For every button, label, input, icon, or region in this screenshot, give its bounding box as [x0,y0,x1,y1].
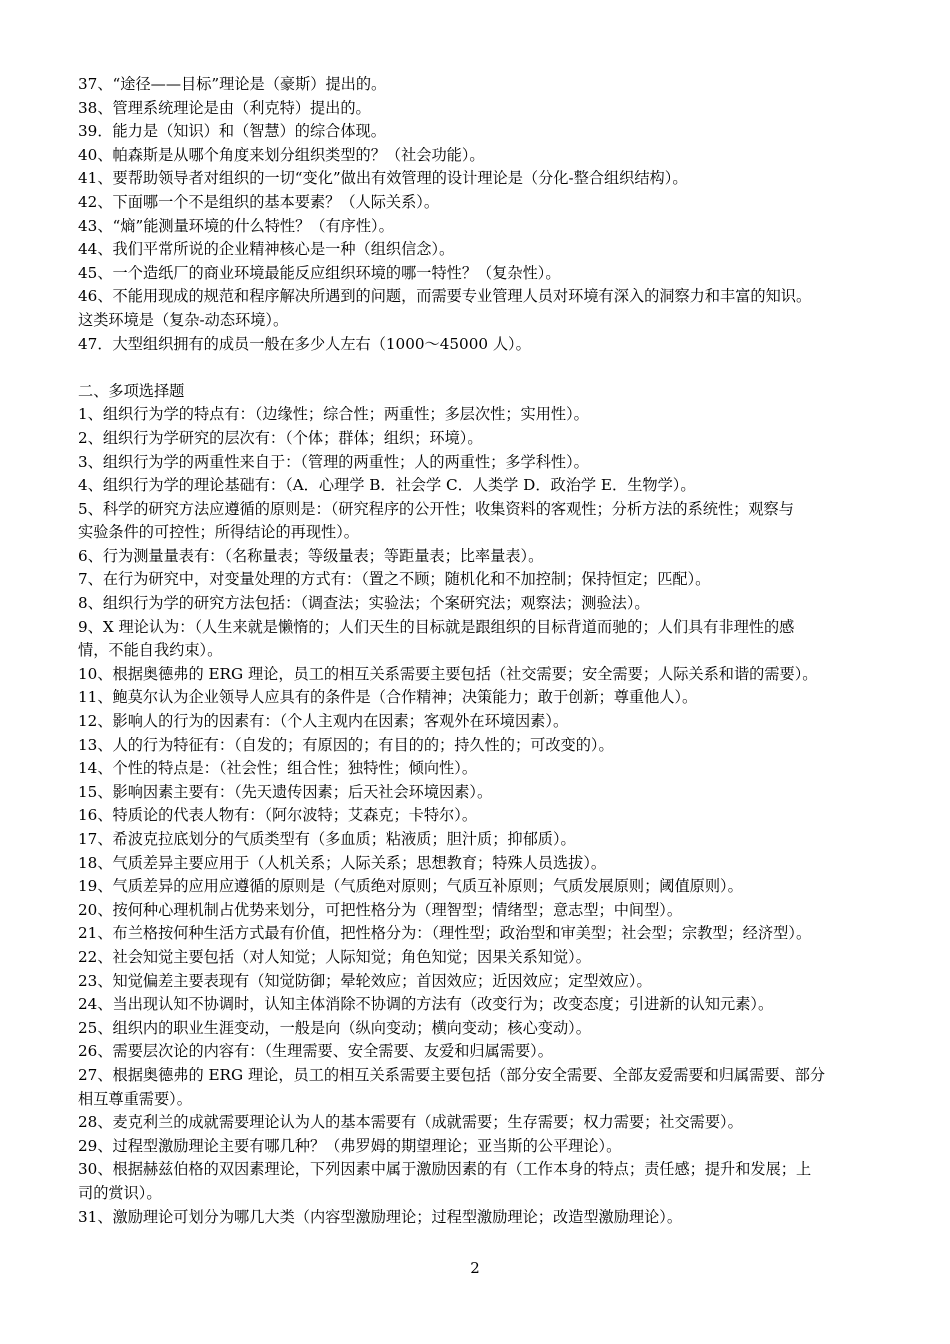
question-line: 10、根据奥德弗的 ERG 理论，员工的相互关系需要主要包括（社交需要；安全需要；人际关系和谐的需要）。 [78,664,818,683]
question-line: 13、人的行为特征有：（自发的；有原因的；有目的的；持久性的；可改变的）。 [78,735,614,754]
question-line: 46、不能用现成的规范和程序解决所遇到的问题，而需要专业管理人员对环境有深入的洞察力和丰富的知识。 [78,287,812,306]
blank-line [78,356,876,380]
question-line: 16、特质论的代表人物有：（阿尔波特；艾森克；卡特尔）。 [78,806,478,825]
page-number: 2 [470,1259,480,1277]
question-line: 7、在行为研究中，对变量处理的方式有：（置之不顾；随机化和不加控制；保持恒定；匹配）。 [78,570,711,589]
section-heading: 二、多项选择题 [78,381,185,400]
question-line: 1、组织行为学的特点有：（边缘性；综合性；两重性；多层次性；实用性）。 [78,405,589,424]
question-line: 40、帕森斯是从哪个角度来划分组织类型的？（社会功能）。 [78,145,485,164]
question-line: 5、科学的研究方法应遵循的原则是：（研究程序的公开性；收集资料的客观性；分析方法的系统性；观察与 [78,499,794,518]
question-line: 31、激励理论可划分为哪几大类（内容型激励理论；过程型激励理论；改造型激励理论）。 [78,1207,683,1226]
question-line: 44、我们平常所说的企业精神核心是一种（组织信念）。 [78,240,455,259]
question-line: 22、社会知觉主要包括（对人知觉；人际知觉；角色知觉；因果关系知觉）。 [78,947,591,966]
question-line-continuation: 这类环境是（复杂-动态环境）。 [78,310,289,329]
question-line: 23、知觉偏差主要表现有（知觉防御；晕轮效应；首因效应；近因效应；定型效应）。 [78,971,652,990]
question-line: 3、组织行为学的两重性来自于：（管理的两重性；人的两重性；多学科性）。 [78,452,589,471]
question-line: 11、鲍莫尔认为企业领导人应具有的条件是（合作精神；决策能力；敢于创新；尊重他人）。 [78,688,698,707]
question-line: 9、X 理论认为：（人生来就是懒惰的；人们天生的目标就是跟组织的目标背道而驰的；人们具有非理性的感 [78,617,795,636]
question-line: 47．大型组织拥有的成员一般在多少人左右（1000～45000 人）。 [78,334,531,353]
question-line: 27、根据奥德弗的 ERG 理论，员工的相互关系需要主要包括（部分安全需要、全部友爱需要和归属需要、部分 [78,1065,826,1084]
question-line: 15、影响因素主要有：（先天遗传因素；后天社会环境因素）。 [78,782,493,801]
question-line: 24、当出现认知不协调时，认知主体消除不协调的方法有（改变行为；改变态度；引进新的认知元素）。 [78,995,774,1014]
question-line-continuation: 相互尊重需要）。 [78,1089,192,1108]
document-page [78,73,876,1229]
question-line-continuation: 实验条件的可控性；所得结论的再现性）。 [78,523,359,542]
question-line: 19、气质差异的应用应遵循的原则是（气质绝对原则；气质互补原则；气质发展原则；阈值原则）。 [78,877,743,896]
question-line: 25、组织内的职业生涯变动，一般是向（纵向变动；横向变动；核心变动）。 [78,1018,591,1037]
question-line: 37、“途径——目标”理论是（豪斯）提出的。 [78,75,387,93]
question-line: 2、组织行为学研究的层次有：（个体；群体；组织；环境）。 [78,428,483,447]
question-line: 26、需要层次论的内容有：（生理需要、安全需要、友爱和归属需要）。 [78,1042,553,1061]
question-line: 30、根据赫兹伯格的双因素理论，下列因素中属于激励因素的有（工作本身的特点；责任感；提升和发展；上 [78,1160,812,1179]
question-line: 21、布兰格按何种生活方式最有价值，把性格分为：（理性型；政治型和审美型；社会型；宗教型；经济型）。 [78,924,812,943]
question-line: 29、过程型激励理论主要有哪几种？（弗罗姆的期望理论；亚当斯的公平理论）。 [78,1136,622,1155]
question-line: 39．能力是（知识）和（智慧）的综合体现。 [78,122,386,141]
question-line: 20、按何种心理机制占优势来划分，可把性格分为（理智型；情绪型；意志型；中间型）。 [78,900,683,919]
multiple-choice-section [78,380,876,1229]
question-line: 17、希波克拉底划分的气质类型有（多血质；粘液质；胆汁质；抑郁质）。 [78,830,576,848]
question-line: 45、一个造纸厂的商业环境最能反应组织环境的哪一特性？（复杂性）。 [78,263,561,282]
question-line: 18、气质差异主要应用于（人机关系；人际关系；思想教育；特殊人员选拔）。 [78,853,607,872]
question-line: 4、组织行为学的理论基础有：（A．心理学 B．社会学 C．人类学 D．政治学 E．生物学）。 [78,476,696,495]
single-choice-continued [78,73,876,356]
question-line-continuation: 情，不能自我约束）。 [78,641,223,660]
question-line-continuation: 司的赏识）。 [78,1183,162,1202]
question-line: 6、行为测量量表有：（名称量表；等级量表；等距量表；比率量表）。 [78,546,544,565]
question-line: 8、组织行为学的研究方法包括：（调查法；实验法；个案研究法；观察法；测验法）。 [78,594,650,613]
question-line: 28、麦克利兰的成就需要理论认为人的基本需要有（成就需要；生存需要；权力需要；社交需要）。 [78,1113,743,1132]
question-line: 43、“熵”能测量环境的什么特性？（有序性）。 [78,216,394,235]
question-line: 41、要帮助领导者对组织的一切“变化”做出有效管理的设计理论是（分化-整合组织结构）。 [78,169,688,188]
question-line: 38、管理系统理论是由（利克特）提出的。 [78,98,371,117]
question-line: 14、个性的特点是：（社会性；组合性；独特性；倾向性）。 [78,759,478,778]
question-line: 42、下面哪一个不是组织的基本要素？（人际关系）。 [78,192,440,211]
question-line: 12、影响人的行为的因素有：（个人主观内在因素；客观外在环境因素）。 [78,712,569,731]
